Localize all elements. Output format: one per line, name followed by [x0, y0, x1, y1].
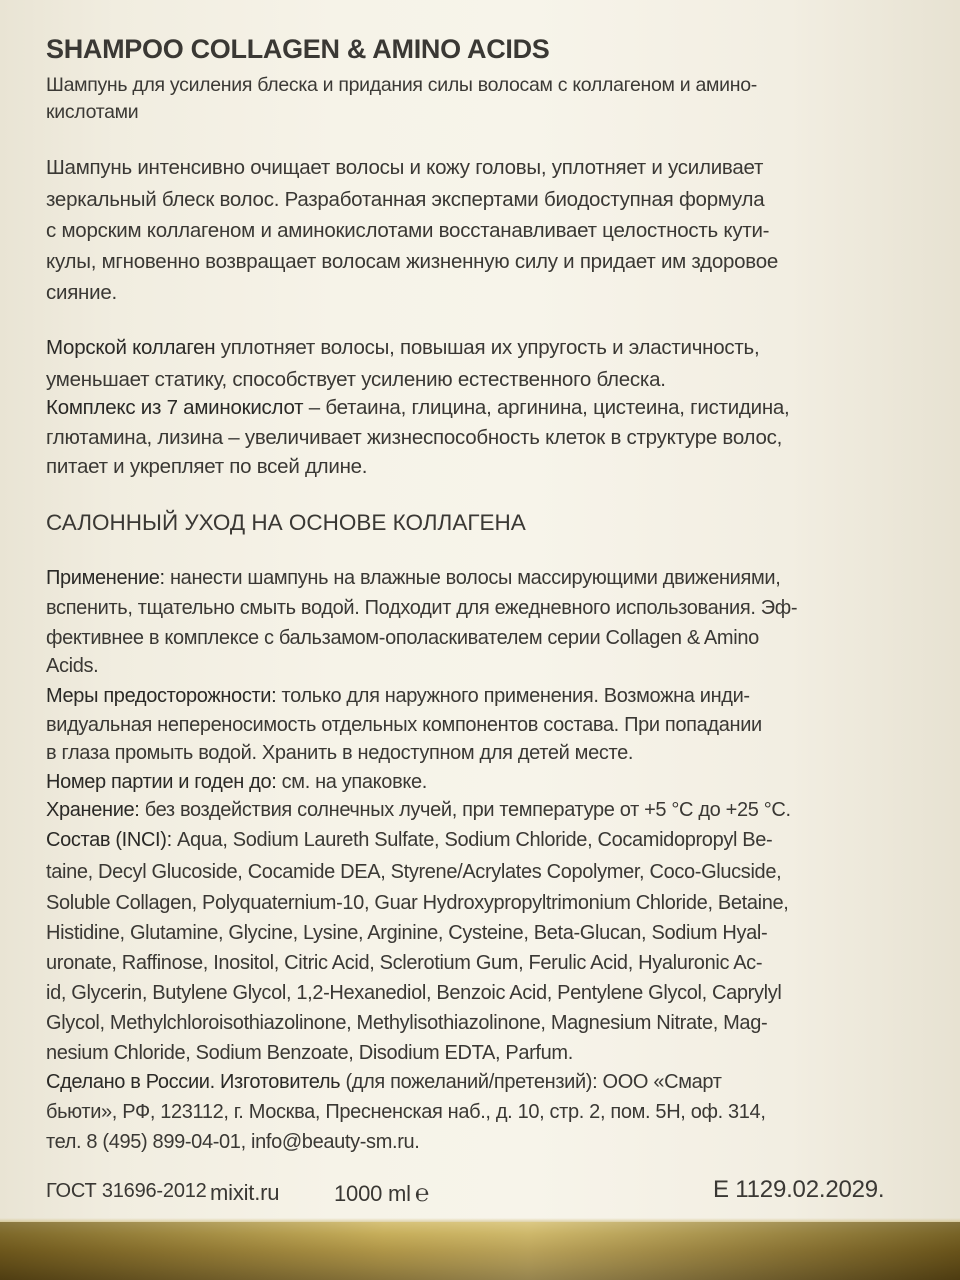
description-line-3: с морским коллагеном и аминокислотами восстанавливает целостность кути-: [46, 219, 770, 242]
batch-term: Номер партии и годен до:: [46, 771, 277, 793]
batch-line: [46, 772, 427, 792]
usage-line-1: [46, 568, 780, 588]
subtitle-line-1: Шампунь для усиления блеска и придания силы волосам с коллагеном и амино-: [46, 74, 757, 96]
salon-heading: САЛОННЫЙ УХОД НА ОСНОВЕ КОЛЛАГЕНА: [46, 510, 526, 535]
description-line-5: сияние.: [46, 281, 117, 304]
composition-line-3: Soluble Collagen, Polyquaternium-10, Guar Hydroxypropyltrimonium Chloride, Betaine,: [46, 892, 789, 914]
storage-line: [46, 800, 791, 820]
bottle-gold-shine: [0, 1222, 960, 1280]
description-line-1: Шампунь интенсивно очищает волосы и кожу головы, уплотняет и усиливает: [46, 156, 764, 179]
composition-line-8: nesium Chloride, Sodium Benzoate, Disodium EDTA, Parfum.: [46, 1042, 573, 1064]
product-title: SHAMPOO COLLAGEN & AMINO ACIDS: [46, 34, 550, 64]
maker-line-1: [46, 1072, 722, 1092]
website: mixit.ru: [210, 1180, 280, 1205]
amino-line-2: глютамина, лизина – увеличивает жизнеспособность клеток в структуре волос,: [46, 426, 783, 449]
usage-line-4: Acids.: [46, 655, 99, 677]
collagen-line-2: уменьшает статику, способствует усилению естественного блеска.: [46, 368, 666, 391]
composition-line-2: taine, Decyl Glucoside, Cocamide DEA, Styrene/Acrylates Copolymer, Coco-Glucside,: [46, 861, 782, 883]
maker-text: (для пожеланий/претензий): ООО «Смарт: [340, 1071, 722, 1093]
collagen-term: Морской коллаген: [46, 336, 216, 359]
composition-text: Aqua, Sodium Laureth Sulfate, Sodium Chloride, Cocamidopropyl Be-: [171, 829, 773, 851]
expiry-code: E 1129.02.2029.: [713, 1176, 885, 1203]
composition-line-1: [46, 830, 772, 850]
usage-line-2: вспенить, тщательно смыть водой. Подходит для ежедневного использования. Эф-: [46, 597, 798, 619]
maker-term: Сделано в России. Изготовитель: [46, 1071, 341, 1093]
amino-line-3: питает и укрепляет по всей длине.: [46, 455, 368, 478]
composition-line-7: Glycol, Methylchloroisothiazolinone, Methylisothiazolinone, Magnesium Nitrate, Mag-: [46, 1012, 768, 1034]
composition-line-5: uronate, Raffinose, Inositol, Citric Acid, Sclerotium Gum, Ferulic Acid, Hyaluronic Ac-: [46, 952, 763, 974]
volume: [334, 1180, 429, 1208]
description-line-4: кулы, мгновенно возвращает волосам жизненную силу и придает им здоровое: [46, 250, 779, 273]
caution-line-1: [46, 686, 750, 706]
usage-term: Применение:: [46, 567, 165, 589]
caution-line-3: в глаза промыть водой. Хранить в недоступном для детей месте.: [46, 742, 634, 764]
amino-text: – бетаина, глицина, аргинина, цистеина, гистидина,: [303, 396, 790, 419]
caution-term: Меры предосторожности:: [46, 685, 277, 707]
estimated-sign-icon: ℮: [414, 1180, 430, 1207]
gost-code: ГОСТ 31696-2012: [46, 1180, 207, 1202]
caution-text: только для наружного применения. Возможна инди-: [276, 685, 750, 707]
collagen-text: уплотняет волосы, повышая их упругость и эластичность,: [215, 336, 760, 359]
usage-text: нанести шампунь на влажные волосы массирующими движениями,: [164, 567, 781, 589]
maker-line-3: тел. 8 (495) 899-04-01, info@beauty-sm.ru.: [46, 1131, 420, 1153]
caution-line-2: видуальная непереносимость отдельных компонентов состава. При попадании: [46, 714, 762, 736]
maker-line-2: бьюти», РФ, 123112, г. Москва, Пресненская наб., д. 10, стр. 2, пом. 5Н, оф. 314,: [46, 1101, 766, 1123]
composition-term: Состав (INCI):: [46, 829, 172, 851]
storage-term: Хранение:: [46, 799, 140, 821]
usage-line-3: фективнее в комплексе с бальзамом-ополаскивателем серии Collagen & Amino: [46, 627, 759, 649]
description-line-2: зеркальный блеск волос. Разработанная экспертами биодоступная формула: [46, 188, 765, 211]
amino-term: Комплекс из 7 аминокислот: [46, 396, 304, 419]
subtitle-line-2: кислотами: [46, 101, 139, 123]
batch-text: см. на упаковке.: [276, 771, 427, 793]
collagen-line-1: [46, 338, 759, 359]
composition-line-6: id, Glycerin, Butylene Glycol, 1,2-Hexanediol, Benzoic Acid, Pentylene Glycol, Caprylyl: [46, 982, 782, 1004]
volume-value: 1000 ml: [334, 1181, 411, 1206]
storage-text: без воздействия солнечных лучей, при температуре от +5 °С до +25 °С.: [139, 799, 791, 821]
amino-line-1: [46, 398, 790, 419]
composition-line-4: Histidine, Glutamine, Glycine, Lysine, Arginine, Cysteine, Beta-Glucan, Sodium Hyal-: [46, 922, 768, 944]
